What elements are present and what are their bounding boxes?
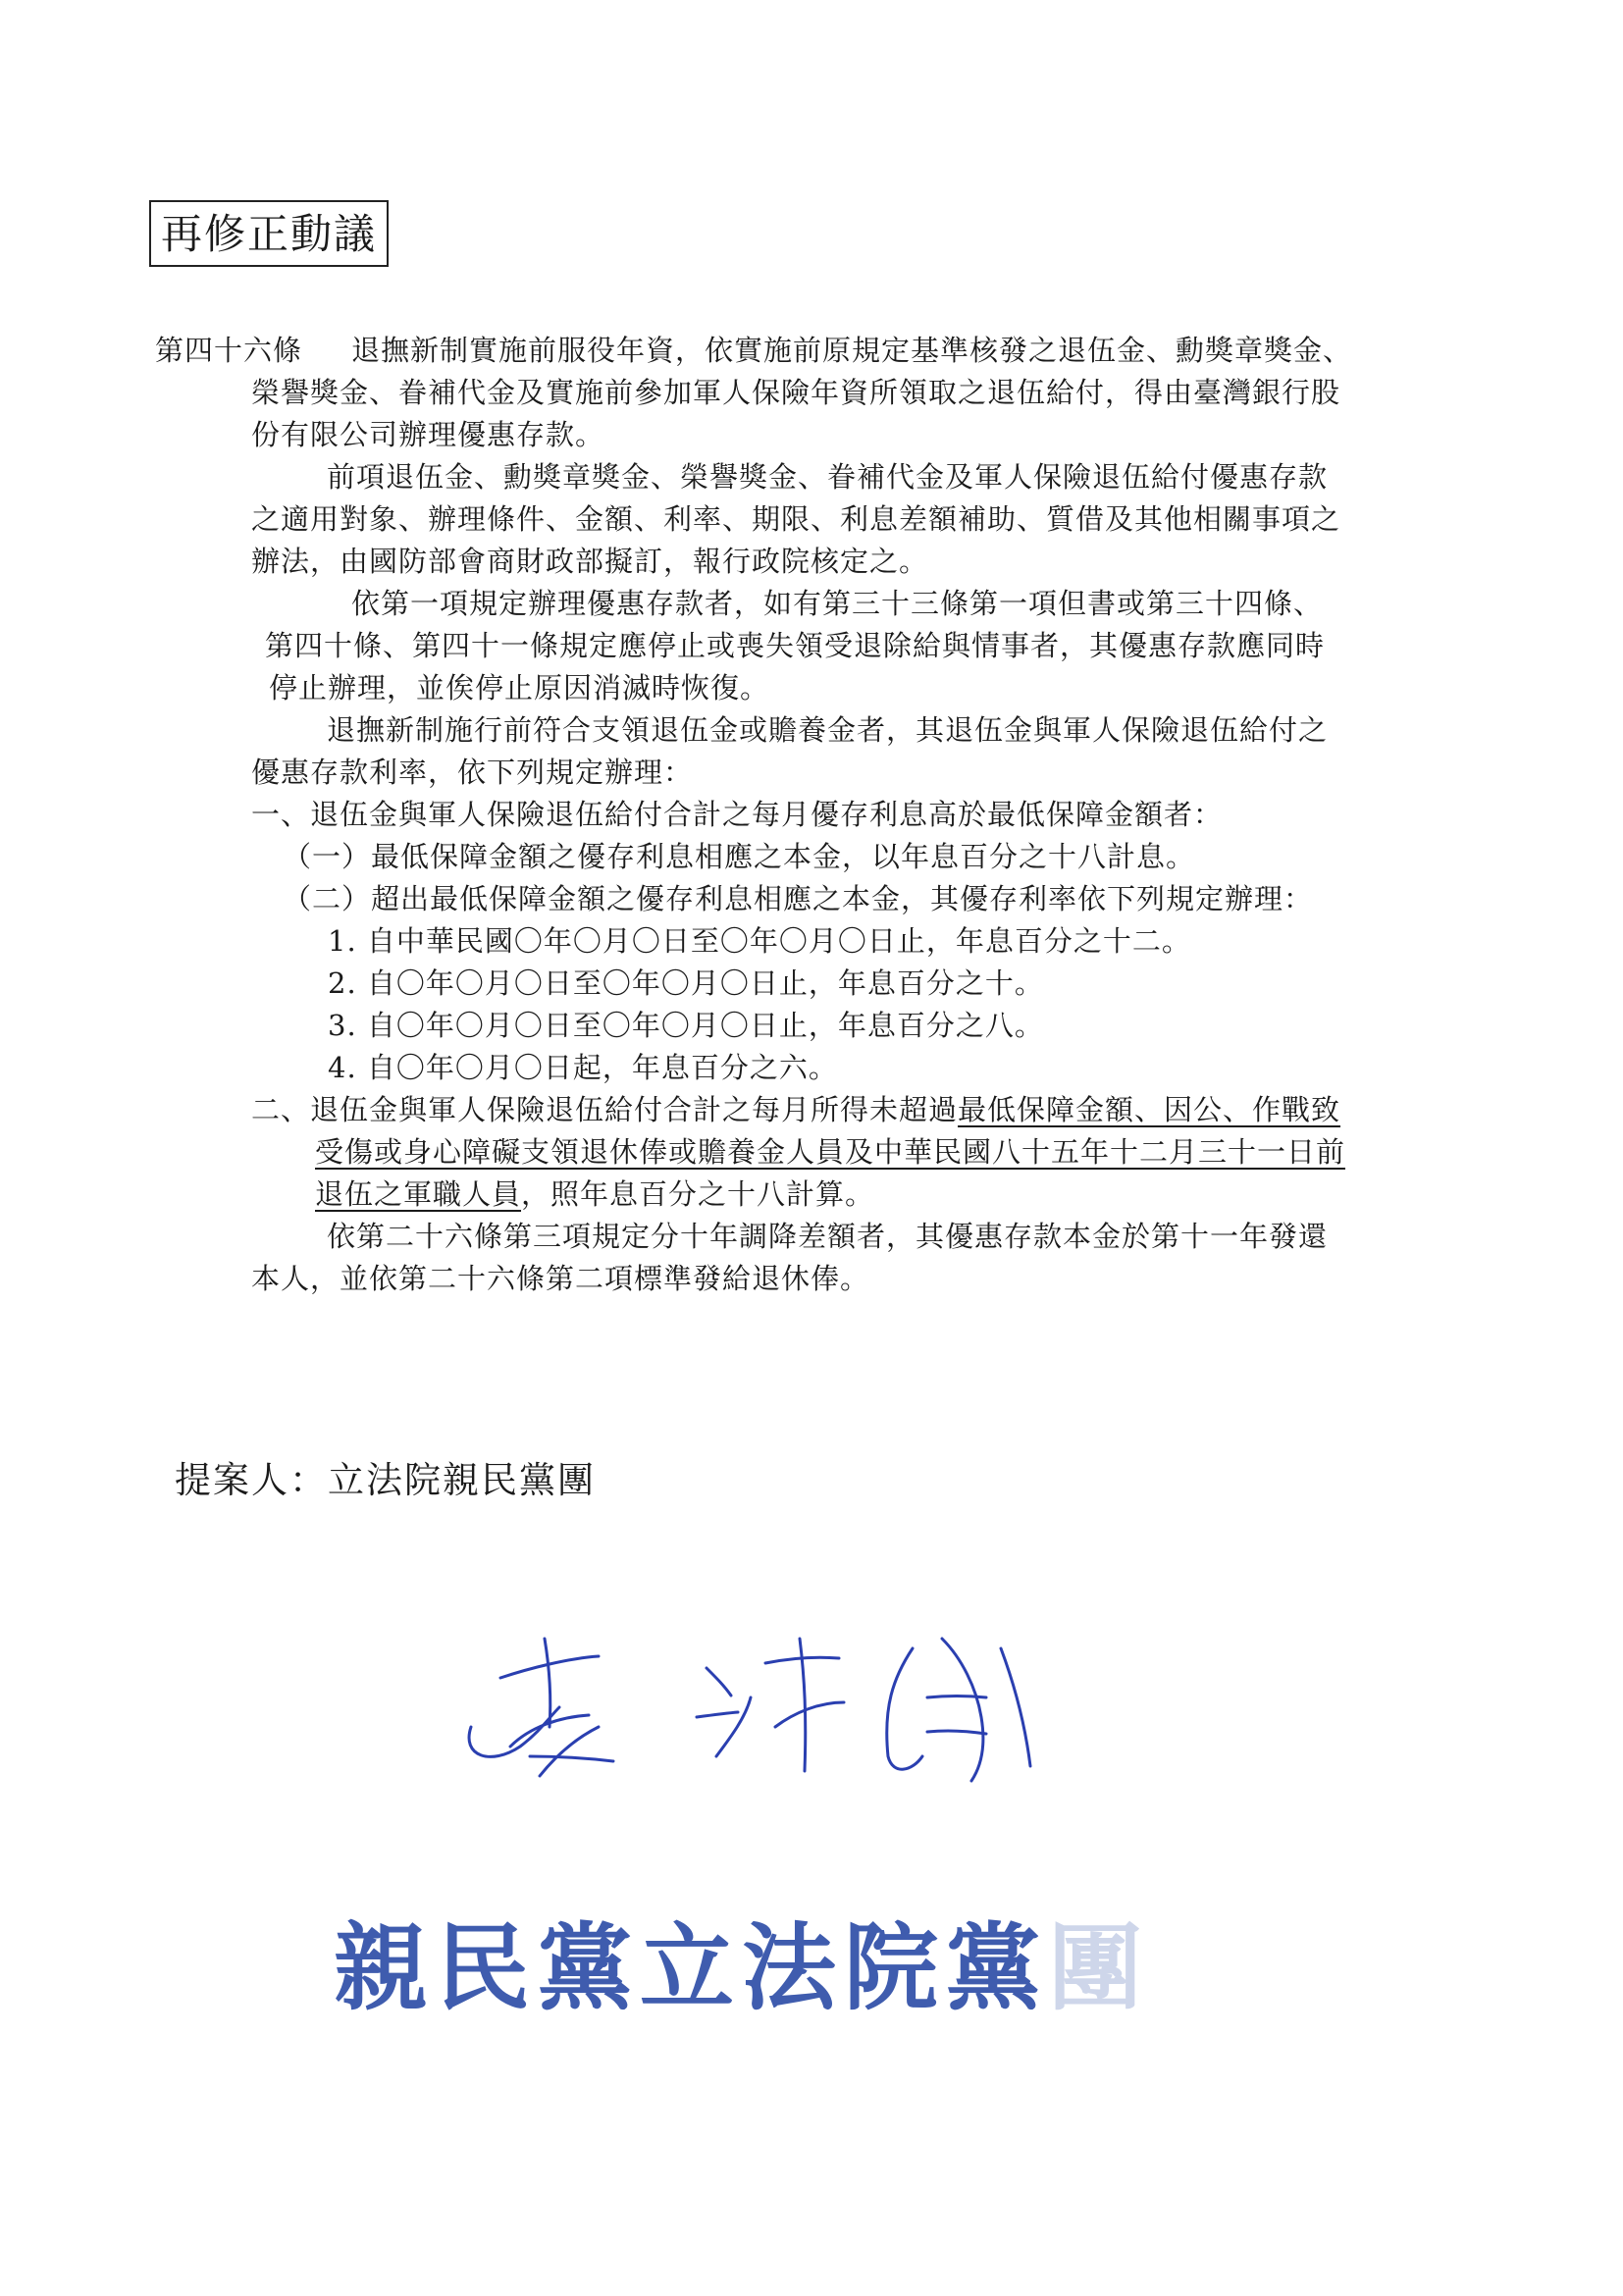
article-line: 優惠存款利率，依下列規定辦理： [251,756,694,789]
article-line: 榮譽獎金、眷補代金及實施前參加軍人保險年資所領取之退伍給付，得由臺灣銀行股 [251,376,1341,409]
article-line: 前項退伍金、勳獎章獎金、榮譽獎金、眷補代金及軍人保險退伍給付優惠存款 [327,460,1329,494]
article-line: 1. 自中華民國〇年〇月〇日至〇年〇月〇日止，年息百分之十二。 [328,924,1191,958]
article-line: （二）超出最低保障金額之優存利息相應之本金，其優存利率依下列規定辦理： [283,882,1314,915]
article-line: 本人，並依第二十六條第二項標準發給退休俸。 [251,1262,870,1295]
article-body [155,330,1480,1300]
article-line: 退撫新制施行前符合支領退伍金或贍養金者，其退伍金與軍人保險退伍給付之 [327,713,1329,747]
article-line: 一、退伍金與軍人保險退伍給付合計之每月優存利息高於最低保障金額者： [251,798,1224,831]
article-line: 辦法，由國防部會商財政部擬訂，報行政院核定之。 [251,545,929,578]
proposer-line: 提案人：立法院親民黨團 [175,1459,596,1501]
article-line: 停止辦理，並俟停止原因消滅時恢復。 [269,671,770,704]
article-line: 之適用對象、辦理條件、金額、利率、期限、利息差額補助、質借及其他相關事項之 [251,502,1341,536]
underlined-text: 最低保障金額、因公、作戰致 [958,1093,1341,1126]
article-line [155,1131,1480,1174]
handwritten-signature [451,1609,1060,1796]
document-title: 再修正動議 [149,200,389,267]
party-caucus-stamp: 親民黨立法院黨團 [334,1912,1150,2023]
article-line: 2. 自〇年〇月〇日至〇年〇月〇日止，年息百分之十。 [328,966,1044,1000]
underlined-text: 受傷或身心障礙支領退休俸或贍養金人員及中華民國八十五年十二月三十一日前 [315,1135,1346,1169]
article-line: 3. 自〇年〇月〇日至〇年〇月〇日止，年息百分之八。 [328,1009,1044,1042]
article-number: 第四十六條 [155,334,303,367]
underlined-text: 退伍之軍職人員 [315,1177,522,1211]
article-line: 退伍之軍職人員，照年息百分之十八計算。 [315,1177,875,1211]
article-line: 依第二十六條第三項規定分十年調降差額者，其優惠存款本金於第十一年發還 [327,1220,1329,1253]
article-line: 第四十六條 退撫新制實施前服役年資，依實施前原規定基準核發之退伍金、勳獎章獎金、 [155,330,1480,372]
article-line: 份有限公司辦理優惠存款。 [251,418,605,451]
article-line: （一）最低保障金額之優存利息相應之本金，以年息百分之十八計息。 [283,840,1196,873]
article-line: 第四十條、第四十一條規定應停止或喪失領受退除給與情事者，其優惠存款應同時 [265,629,1326,662]
article-line: 依第一項規定辦理優惠存款者，如有第三十三條第一項但書或第三十四條、 [351,587,1324,620]
article-line: 4. 自〇年〇月〇日起，年息百分之六。 [328,1051,838,1084]
article-line: 二、退伍金與軍人保險退伍給付合計之每月所得未超過最低保障金額、因公、作戰致 [251,1093,1341,1126]
